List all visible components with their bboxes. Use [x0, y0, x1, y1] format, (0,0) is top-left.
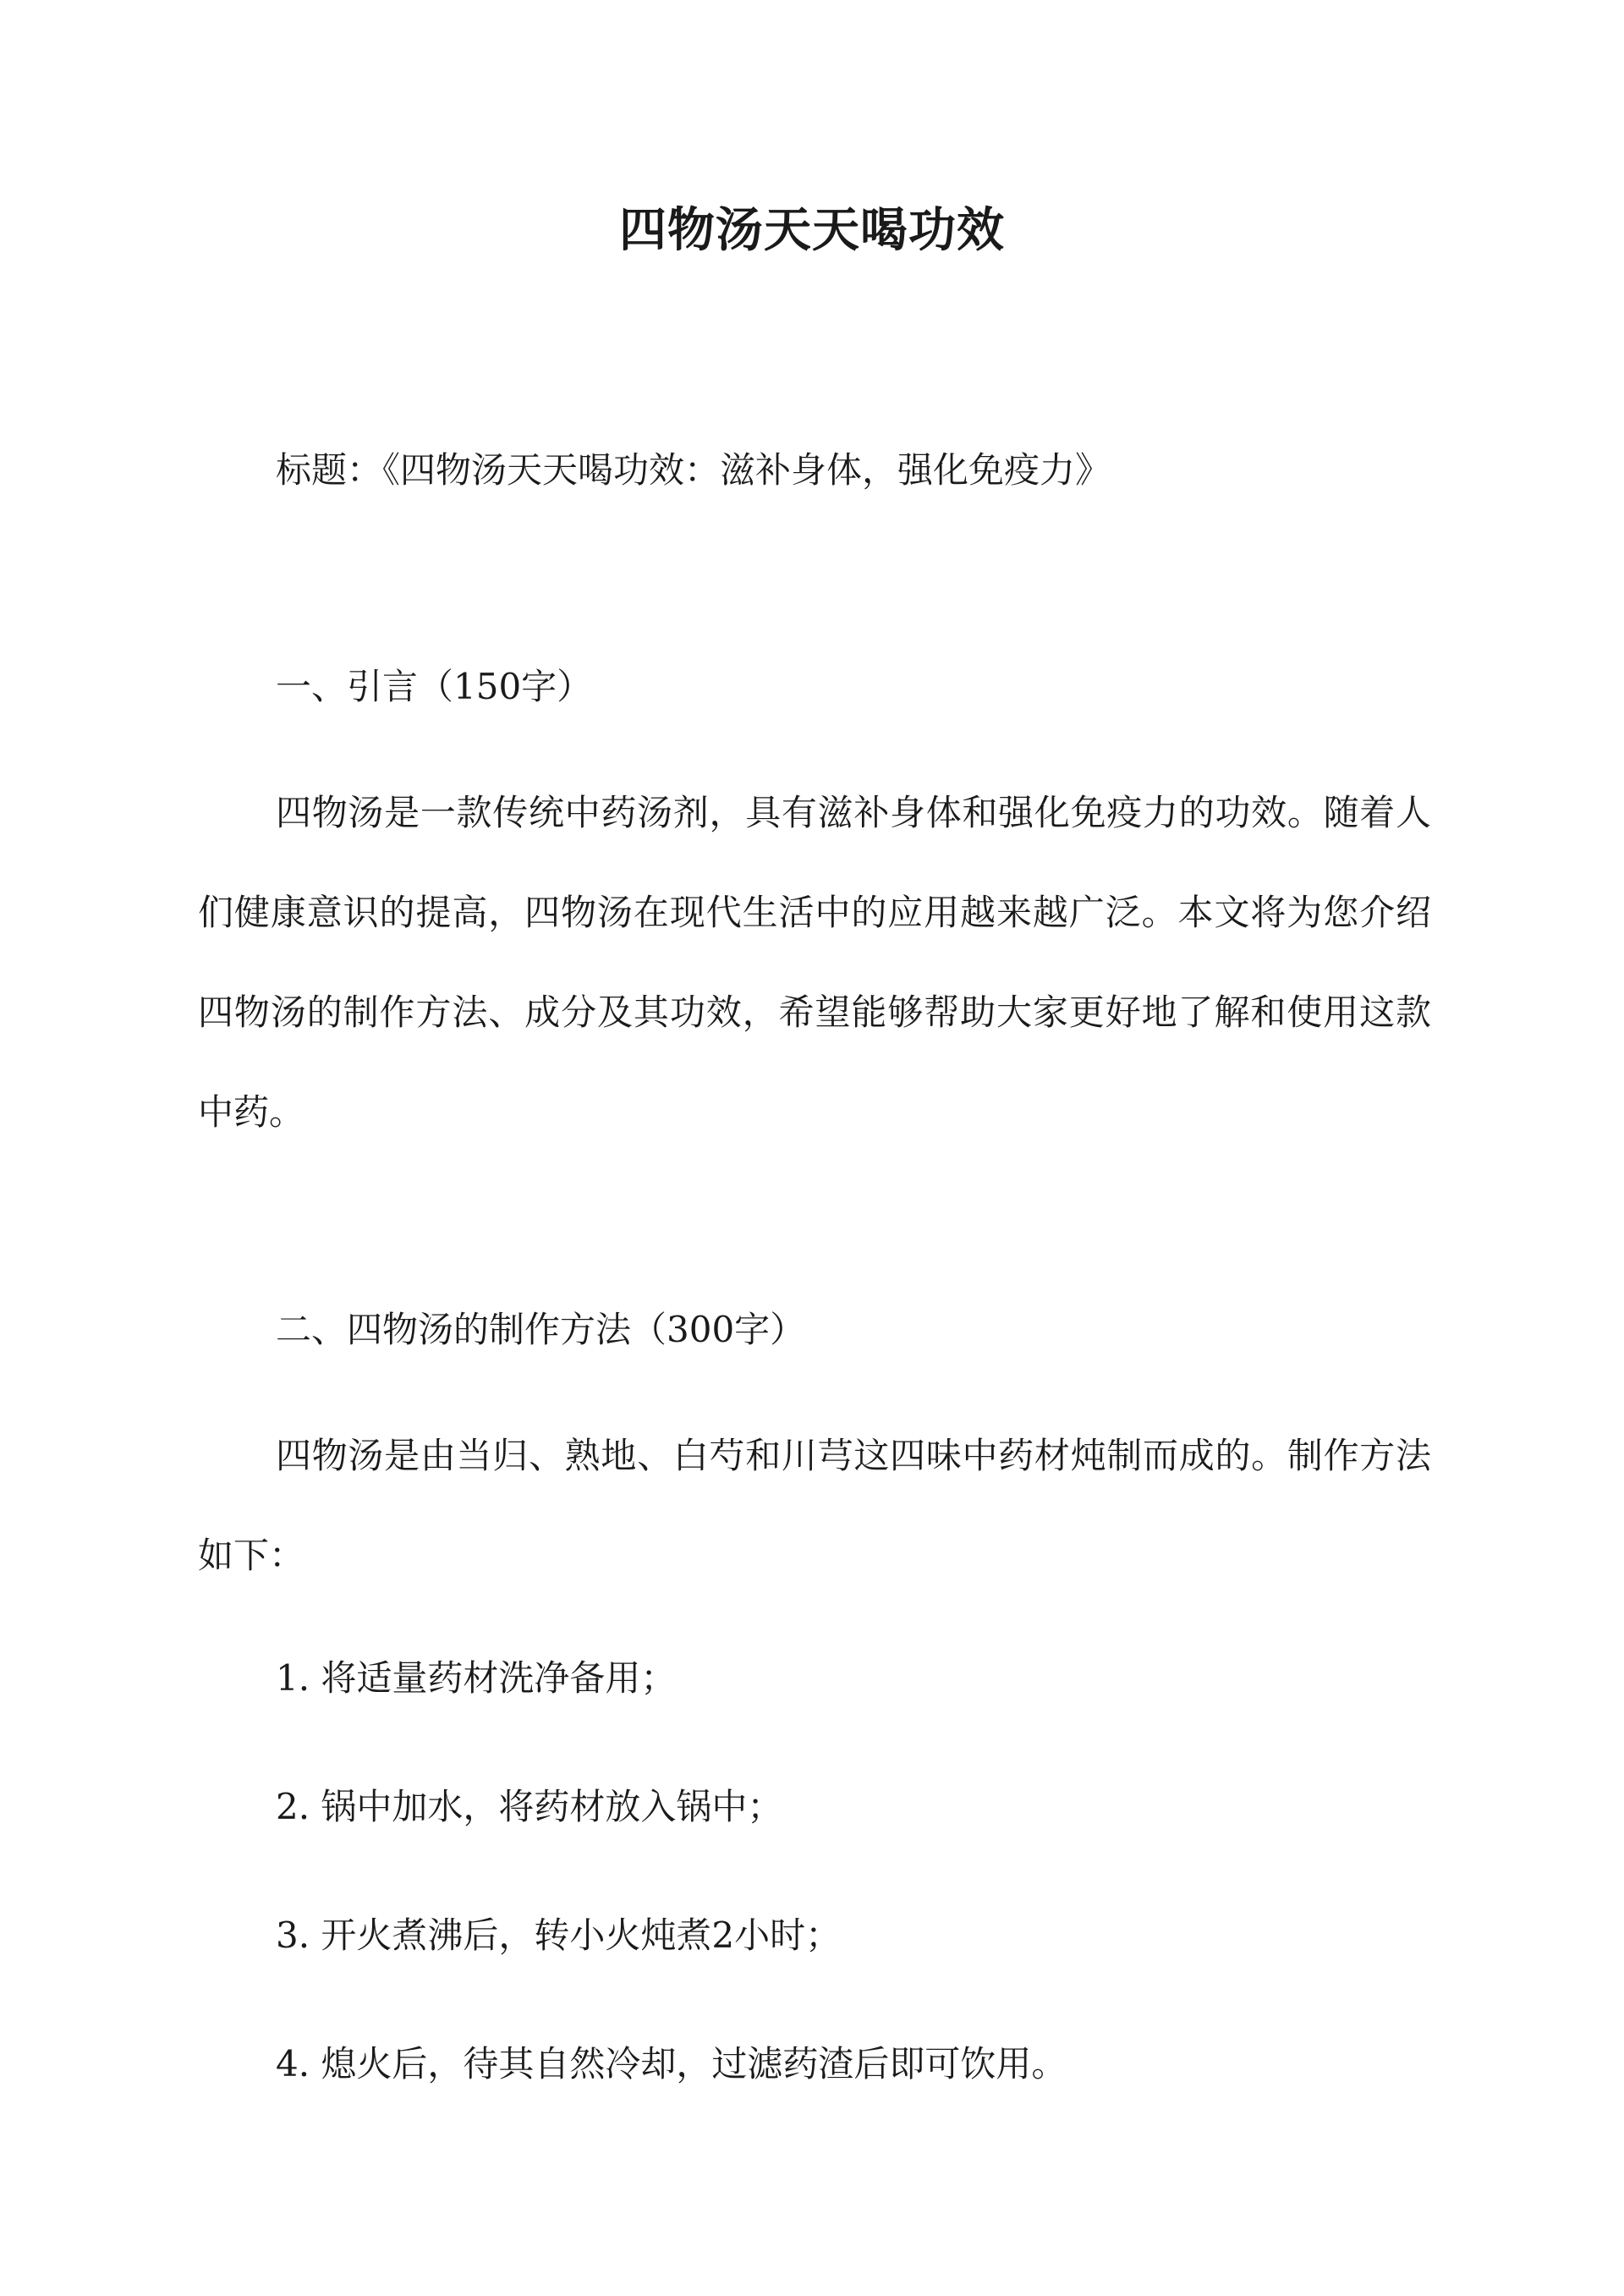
- subtitle-line: 标题：《四物汤天天喝功效：滋补身体，强化免疫力》: [276, 449, 1111, 491]
- section2-body: 四物汤是由当归、熟地、白芍和川芎这四味中药材炖制而成的。制作方法如下：: [198, 1435, 1431, 1576]
- section1-body: 四物汤是一款传统中药汤剂，具有滋补身体和强化免疫力的功效。随着人们健康意识的提高，四物汤在现代生活中的应用越来越广泛。本文将为您介绍四物汤的制作方法、成分及其功效，希望能够帮助大家更好地了解和使用这款中药。: [198, 792, 1431, 1133]
- section1-heading: 一、引言（150字）: [276, 666, 593, 707]
- step-item-1: 1. 将适量药材洗净备用；: [276, 1657, 677, 1699]
- step-item-3: 3. 开火煮沸后，转小火炖煮2小时；: [276, 1914, 842, 1956]
- document-title: 四物汤天天喝功效: [619, 202, 1005, 258]
- step-item-4: 4. 熄火后，待其自然冷却，过滤药渣后即可饮用。: [276, 2043, 1067, 2085]
- step-item-2: 2. 锅中加水，将药材放入锅中；: [276, 1786, 783, 1827]
- section2-heading: 二、四物汤的制作方法（300字）: [276, 1309, 806, 1350]
